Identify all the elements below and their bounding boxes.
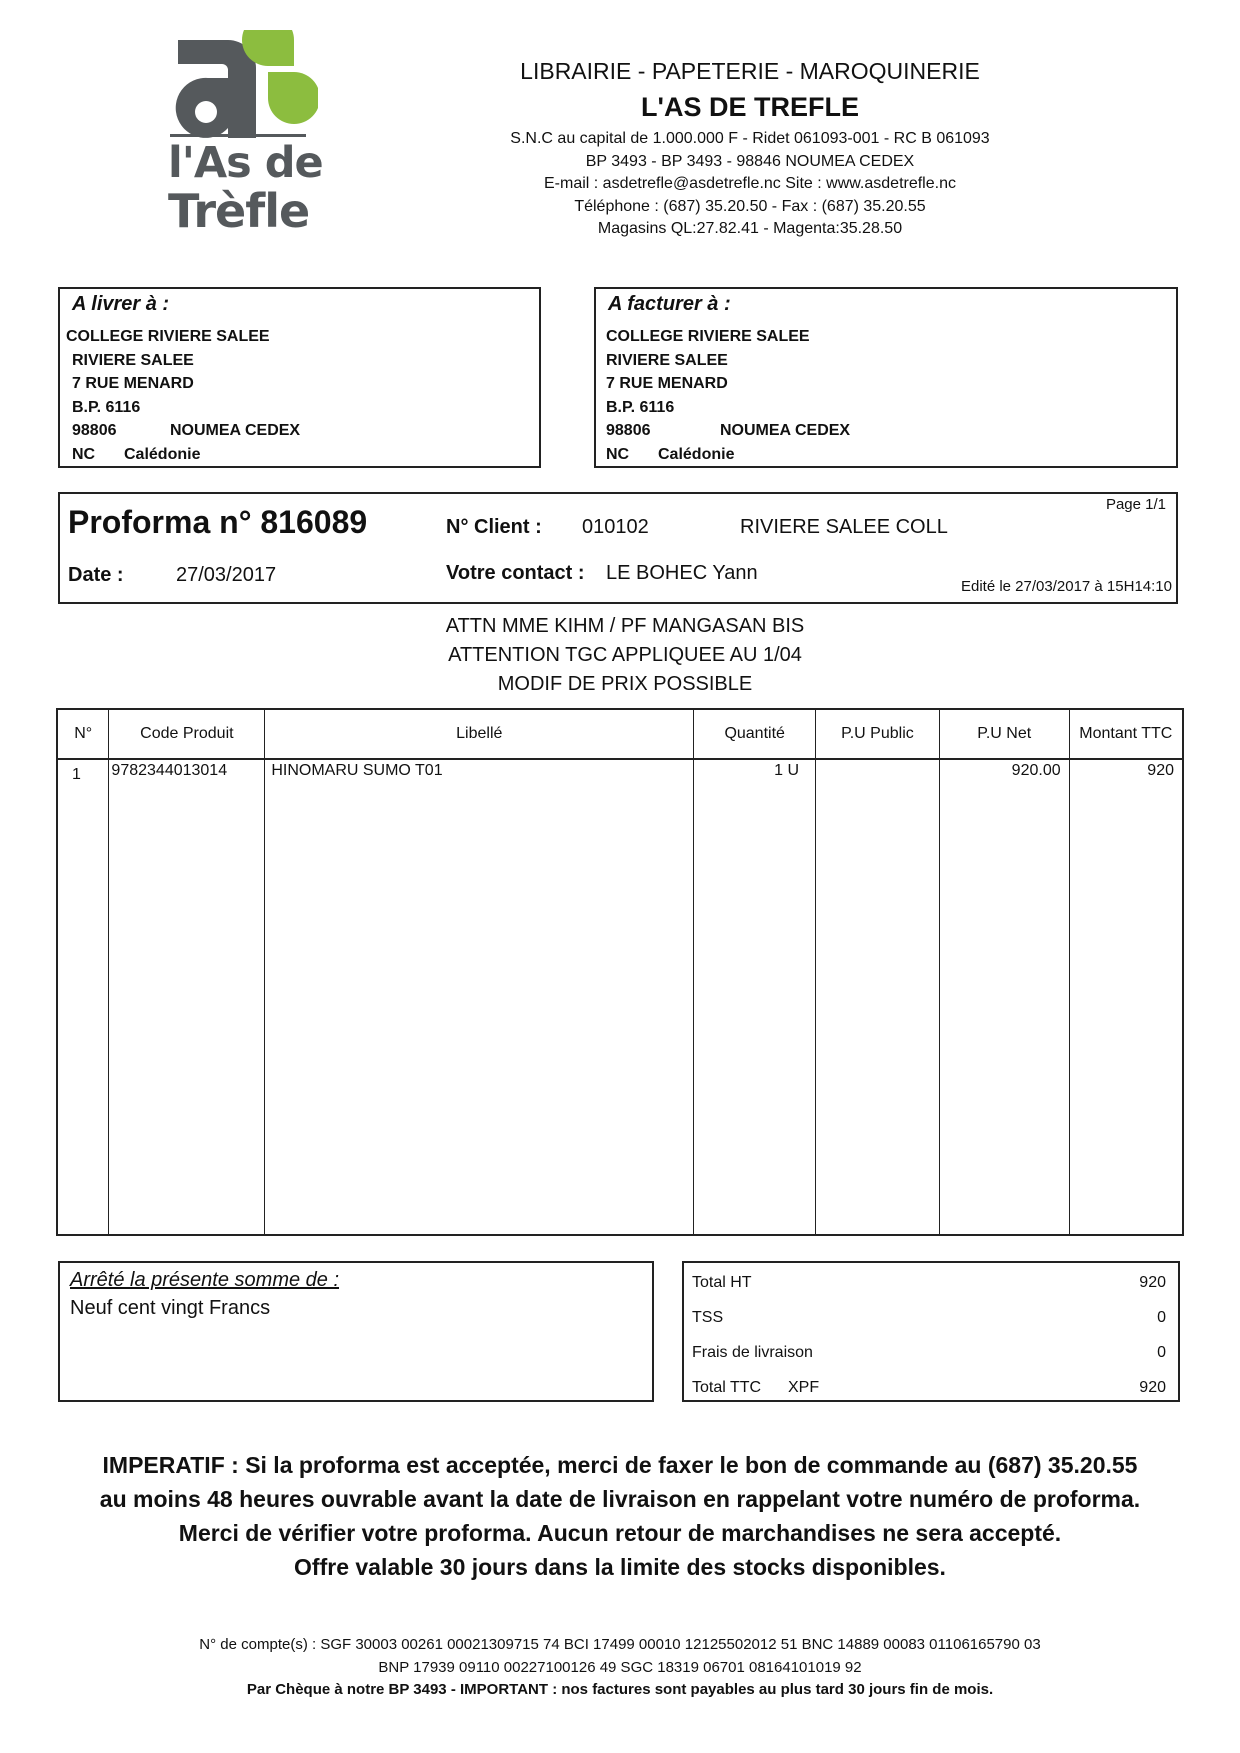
- contact-name: LE BOHEC Yann: [606, 562, 758, 584]
- currency: XPF: [788, 1379, 820, 1396]
- notice-line: Offre valable 30 jours dans la limite des stocks disponibles.: [294, 1554, 946, 1580]
- table-row: [57, 759, 1183, 786]
- delivery-country: Calédonie: [124, 445, 201, 463]
- notice-line: au moins 48 heures ouvrable avant la date de livraison en rappelant votre numéro de proforma.: [99, 1486, 1141, 1512]
- column-header: P.U Net: [939, 709, 1069, 759]
- note-line: ATTN MME KIHM / PF MANGASAN BIS: [445, 615, 805, 637]
- billing-address: [606, 325, 1166, 466]
- delivery-fee-row: [692, 1344, 1176, 1362]
- delivery-fee-label: Frais de livraison: [692, 1344, 813, 1361]
- date-label: Date :: [68, 564, 124, 586]
- proforma-info-box: [58, 492, 1178, 604]
- billing-country-code: NC: [606, 445, 630, 463]
- company-info-line: Téléphone : (687) 35.20.50 - Fax : (687) 35.20.55: [574, 197, 926, 215]
- billing-line: B.P. 6116: [606, 398, 675, 416]
- note-line: MODIF DE PRIX POSSIBLE: [497, 673, 753, 695]
- edited-timestamp: Edité le 27/03/2017 à 15H14:10: [960, 578, 1172, 595]
- billing-address-box: [594, 287, 1178, 468]
- table-header-row: [57, 709, 1183, 759]
- column-header: Quantité: [694, 709, 816, 759]
- payment-terms: Par Chèque à notre BP 3493 - IMPORTANT : nos factures sont payables au plus tard 30 jours fin de mois.: [246, 1681, 994, 1698]
- total-ht-value: 920: [1139, 1274, 1166, 1291]
- total-ttc-row: [692, 1379, 1176, 1397]
- total-ht-row: [692, 1274, 1176, 1292]
- logo-text-line-1: l'As de: [168, 138, 323, 188]
- amount-in-words: Neuf cent vingt Francs: [70, 1297, 271, 1319]
- delivery-address: [66, 325, 536, 466]
- notice-line: Merci de vérifier votre proforma. Aucun retour de marchandises ne sera accepté.: [178, 1520, 1062, 1546]
- note-line: ATTENTION TGC APPLIQUEE AU 1/04: [448, 644, 802, 666]
- bank-accounts-line: BNP 17939 09110 00227100126 49 SGC 18319 06701 08164101019 92: [378, 1658, 862, 1676]
- product-code: 9782344013014: [109, 759, 265, 786]
- page-number: Page 1/1: [1105, 496, 1166, 513]
- billing-country: Calédonie: [658, 445, 735, 463]
- table-filler-row: [57, 786, 1183, 1235]
- billing-city: NOUMEA CEDEX: [720, 422, 851, 439]
- company-name: L'AS DE TREFLE: [641, 92, 859, 122]
- amount-in-words-title: Arrêté la présente somme de :: [70, 1269, 340, 1291]
- delivery-line: 7 RUE MENARD: [72, 375, 194, 392]
- delivery-postcode: 98806: [72, 422, 117, 439]
- row-number: 1: [57, 759, 109, 786]
- company-info-line: S.N.C au capital de 1.000.000 F - Ridet 061093-001 - RC B 061093: [510, 130, 990, 147]
- client-number: 010102: [582, 516, 649, 538]
- amount-ttc: 920: [1069, 759, 1183, 786]
- delivery-fee-value: 0: [1157, 1344, 1166, 1361]
- logo-text-line-2: Trèfle: [168, 184, 310, 238]
- delivery-line: B.P. 6116: [72, 398, 141, 416]
- billing-postcode: 98806: [606, 422, 651, 439]
- items-table: [56, 708, 1184, 1236]
- tss-value: 0: [1157, 1309, 1166, 1326]
- column-header: N°: [57, 709, 109, 759]
- client-number-label: N° Client :: [446, 516, 542, 538]
- billing-title: A facturer à :: [608, 293, 731, 315]
- footer: [40, 1634, 1200, 1702]
- billing-name: COLLEGE RIVIERE SALEE: [606, 328, 810, 345]
- billing-line: 7 RUE MENARD: [606, 375, 728, 392]
- company-info-line: BP 3493 - BP 3493 - 98846 NOUMEA CEDEX: [585, 152, 915, 170]
- important-notice: [40, 1448, 1200, 1584]
- column-header: Code Produit: [109, 709, 265, 759]
- company-activity: LIBRAIRIE - PAPETERIE - MAROQUINERIE: [520, 58, 980, 84]
- column-header: Montant TTC: [1069, 709, 1183, 759]
- bank-accounts-line: N° de compte(s) : SGF 30003 00261 00021309715 74 BCI 17499 00010 12125502012 51 BNC 14889 00083 01106165790 03: [199, 1636, 1041, 1653]
- unit-price-net: 920.00: [939, 759, 1069, 786]
- company-info-line: E-mail : asdetrefle@asdetrefle.nc Site : www.asdetrefle.nc: [544, 175, 956, 192]
- quantity: 1 U: [694, 759, 816, 786]
- client-name: RIVIERE SALEE COLL: [740, 516, 948, 538]
- company-info-line: Magasins QL:27.82.41 - Magenta:35.28.50: [597, 220, 903, 237]
- tss-row: [692, 1309, 1176, 1327]
- company-info: [470, 128, 1030, 241]
- delivery-country-code: NC: [72, 445, 96, 463]
- proforma-title: Proforma n° 816089: [68, 504, 368, 540]
- delivery-title: A livrer à :: [72, 293, 170, 315]
- delivery-address-box: [58, 287, 541, 468]
- delivery-line: RIVIERE SALEE: [72, 351, 194, 369]
- total-ttc-label: Total TTC: [692, 1379, 762, 1396]
- unit-price-public: [816, 759, 940, 786]
- delivery-city: NOUMEA CEDEX: [170, 422, 301, 439]
- total-ht-label: Total HT: [692, 1274, 752, 1291]
- company-logo: [168, 30, 323, 255]
- proforma-date: 27/03/2017: [176, 564, 277, 586]
- product-label: HINOMARU SUMO T01: [265, 759, 694, 786]
- column-header: Libellé: [265, 709, 694, 759]
- amount-in-words-box: [58, 1261, 654, 1402]
- tss-label: TSS: [692, 1309, 724, 1326]
- column-header: P.U Public: [816, 709, 940, 759]
- order-notes: [340, 612, 910, 699]
- billing-line: RIVIERE SALEE: [606, 351, 728, 369]
- contact-label: Votre contact :: [446, 562, 585, 584]
- clover-a-logo-icon: [168, 30, 318, 150]
- notice-line: IMPERATIF : Si la proforma est acceptée, merci de faxer le bon de commande au (687) 35.20.55: [102, 1452, 1138, 1478]
- total-ttc-value: 920: [1139, 1379, 1166, 1396]
- delivery-name: COLLEGE RIVIERE SALEE: [66, 328, 270, 345]
